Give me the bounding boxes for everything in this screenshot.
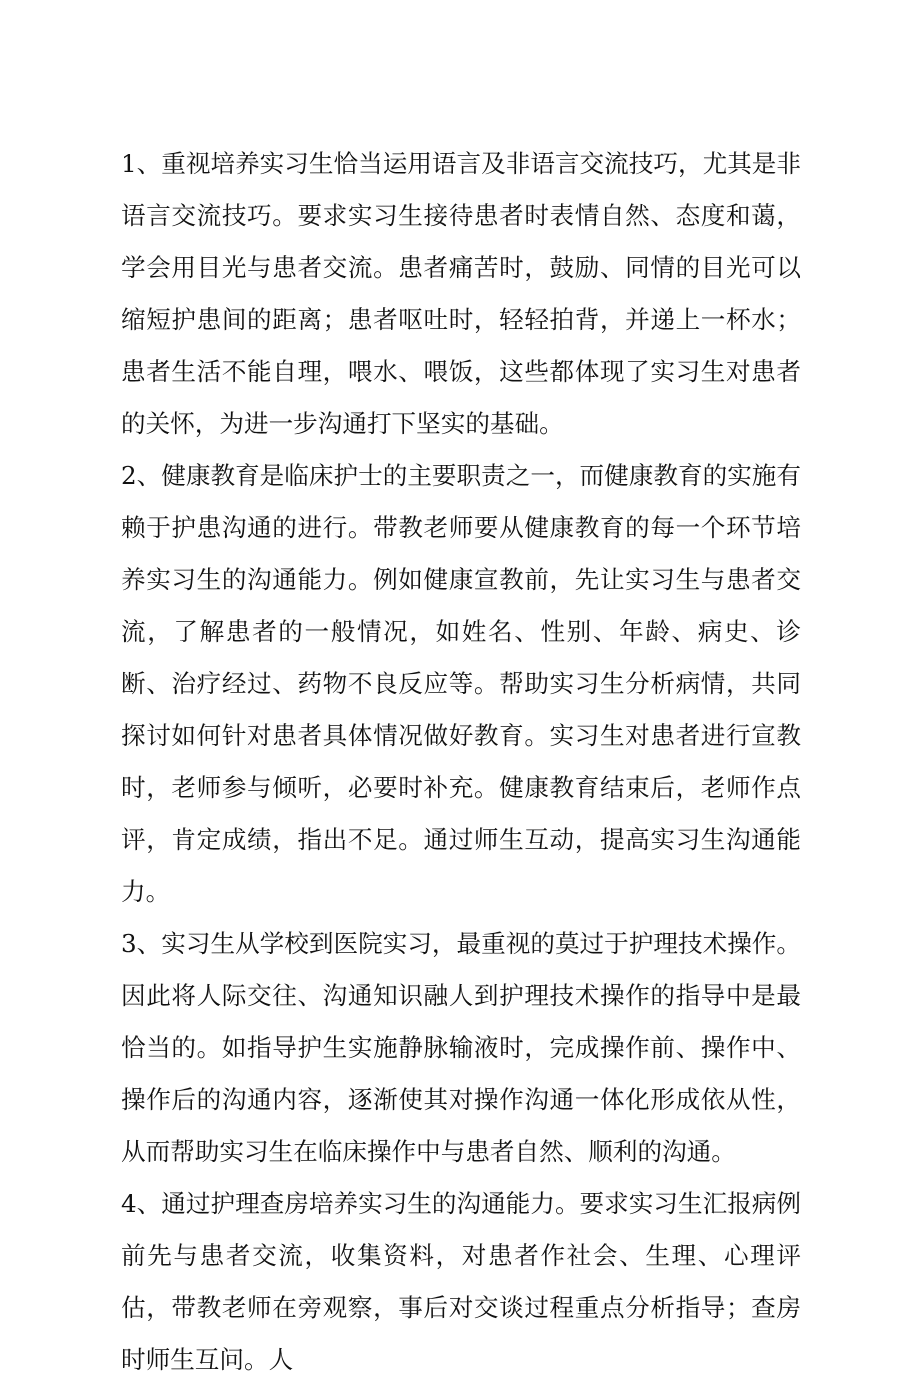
paragraph-3: 3、实习生从学校到医院实习，最重视的莫过于护理技术操作。因此将人际交往、沟通知识融人到护理技术操作的指导中是最恰当的。如指导护生实施静脉输液时，完成操作前、操作中、操作后的沟通内容，逐渐使其对操作沟通一体化形成依从性，从而帮助实习生在临床操作中与患者自然、顺利的沟通。 — [121, 929, 801, 1166]
document-body — [121, 138, 801, 1386]
paragraph-2: 2、健康教育是临床护士的主要职责之一，而健康教育的实施有赖于护患沟通的进行。带教老师要从健康教育的每一个环节培养实习生的沟通能力。例如健康宣教前，先让实习生与患者交流，了解患者的一般情况，如姓名、性别、年龄、病史、诊断、治疗经过、药物不良反应等。帮助实习生分析病情，共同探讨如何针对患者具体情况做好教育。实习生对患者进行宣教时，老师参与倾听，必要时补充。健康教育结束后，老师作点评，肯定成绩，指出不足。通过师生互动，提高实习生沟通能力。 — [121, 461, 801, 906]
paragraph-4: 4、通过护理查房培养实习生的沟通能力。要求实习生汇报病例前先与患者交流，收集资料，对患者作社会、生理、心理评估，带教老师在旁观察，事后对交谈过程重点分析指导；查房时师生互问。人 — [121, 1189, 801, 1374]
paragraph-1: 1、重视培养实习生恰当运用语言及非语言交流技巧，尤其是非语言交流技巧。要求实习生接待患者时表情自然、态度和蔼，学会用目光与患者交流。患者痛苦时，鼓励、同情的目光可以缩短护患间的距离；患者呕吐时，轻轻拍背，并递上一杯水；患者生活不能自理，喂水、喂饭，这些都体现了实习生对患者的关怀，为进一步沟通打下坚实的基础。 — [121, 149, 801, 438]
